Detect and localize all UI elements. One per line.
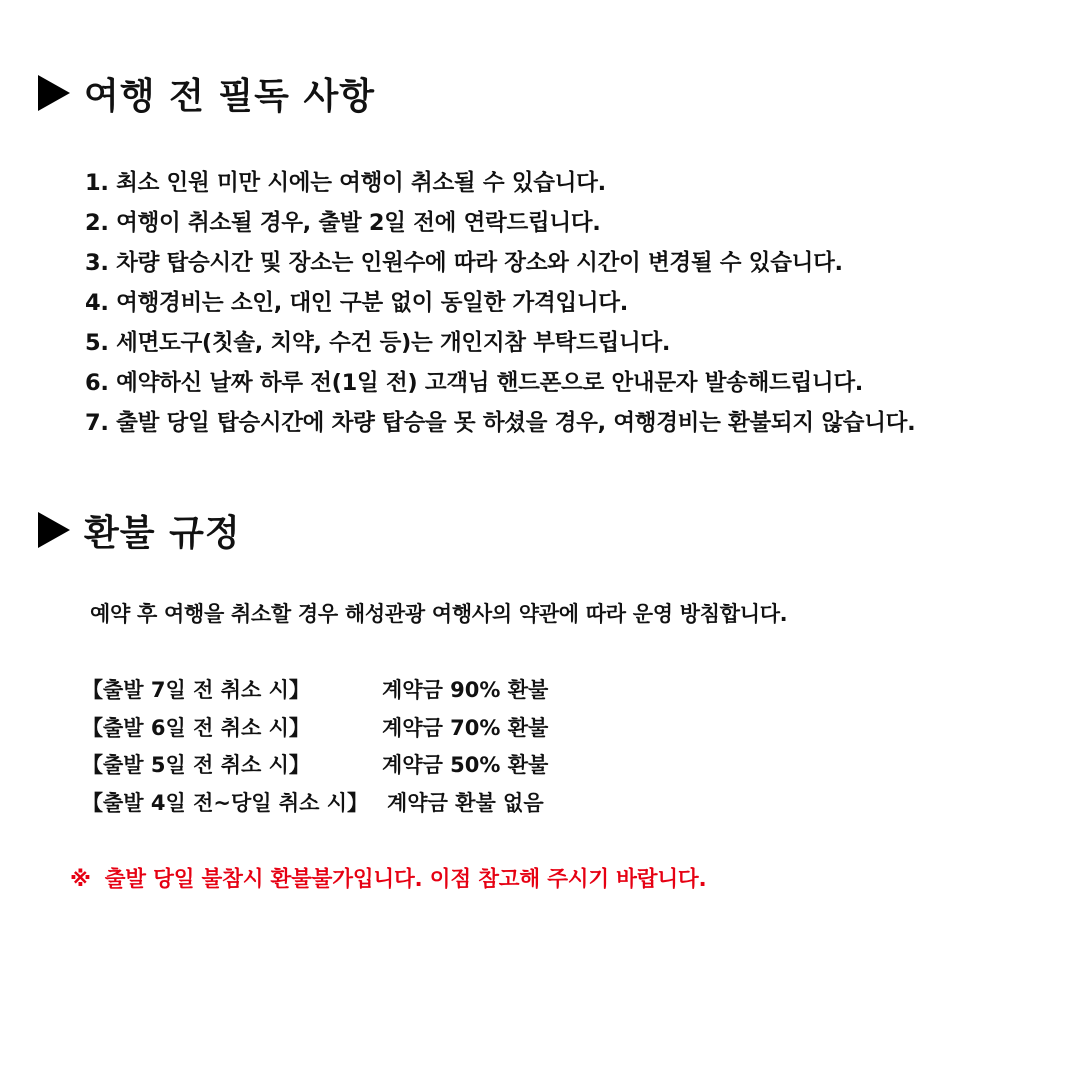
section-title-refund-policy (38, 505, 241, 555)
section-title-text: 환불 규정 (84, 512, 241, 554)
list-item: 3. 차량 탑승시간 및 장소는 인원수에 따라 장소와 시간이 변경될 수 있습니다. (85, 250, 843, 276)
refund-condition: 【출발 6일 전 취소 시】 (82, 715, 310, 740)
refund-condition: 【출발 5일 전 취소 시】 (82, 753, 310, 777)
notice-text: 출발 당일 불참시 환불불가입니다. 이점 참고해 주시기 바랍니다. (104, 867, 707, 892)
refund-condition: 【출발 4일 전~당일 취소 시】 (82, 790, 369, 815)
play-triangle-icon (38, 75, 70, 111)
refund-rate: 계약금 90% 환불 (382, 678, 549, 702)
list-item: 4. 여행경비는 소인, 대인 구분 없이 동일한 가격입니다. (85, 290, 628, 316)
list-item: 7. 출발 당일 탑승시간에 차량 탑승을 못 하셨을 경우, 여행경비는 환불되지 않습니다. (85, 410, 916, 436)
list-item: 6. 예약하신 날짜 하루 전(1일 전) 고객님 핸드폰으로 안내문자 발송해드립니다. (85, 370, 864, 396)
play-triangle-icon (38, 512, 70, 548)
refund-condition: 【출발 7일 전 취소 시】 (82, 678, 310, 702)
section-title-text: 여행 전 필독 사항 (84, 75, 376, 117)
list-item: 2. 여행이 취소될 경우, 출발 2일 전에 연락드립니다. (85, 210, 601, 236)
must-read-list (85, 163, 915, 443)
no-show-notice (70, 862, 706, 893)
reference-mark-icon: ※ (70, 867, 91, 892)
list-item: 1. 최소 인원 미만 시에는 여행이 취소될 수 있습니다. (85, 170, 606, 196)
refund-rate: 계약금 50% 환불 (382, 753, 549, 777)
refund-rate: 계약금 환불 없음 (387, 790, 544, 815)
list-item: 5. 세면도구(칫솔, 치약, 수건 등)는 개인지참 부탁드립니다. (85, 330, 671, 356)
refund-intro: 예약 후 여행을 취소할 경우 해성관광 여행사의 약관에 따라 운영 방침합니다. (90, 602, 788, 626)
section-title-must-read (38, 68, 375, 118)
refund-rate: 계약금 70% 환불 (382, 715, 549, 740)
